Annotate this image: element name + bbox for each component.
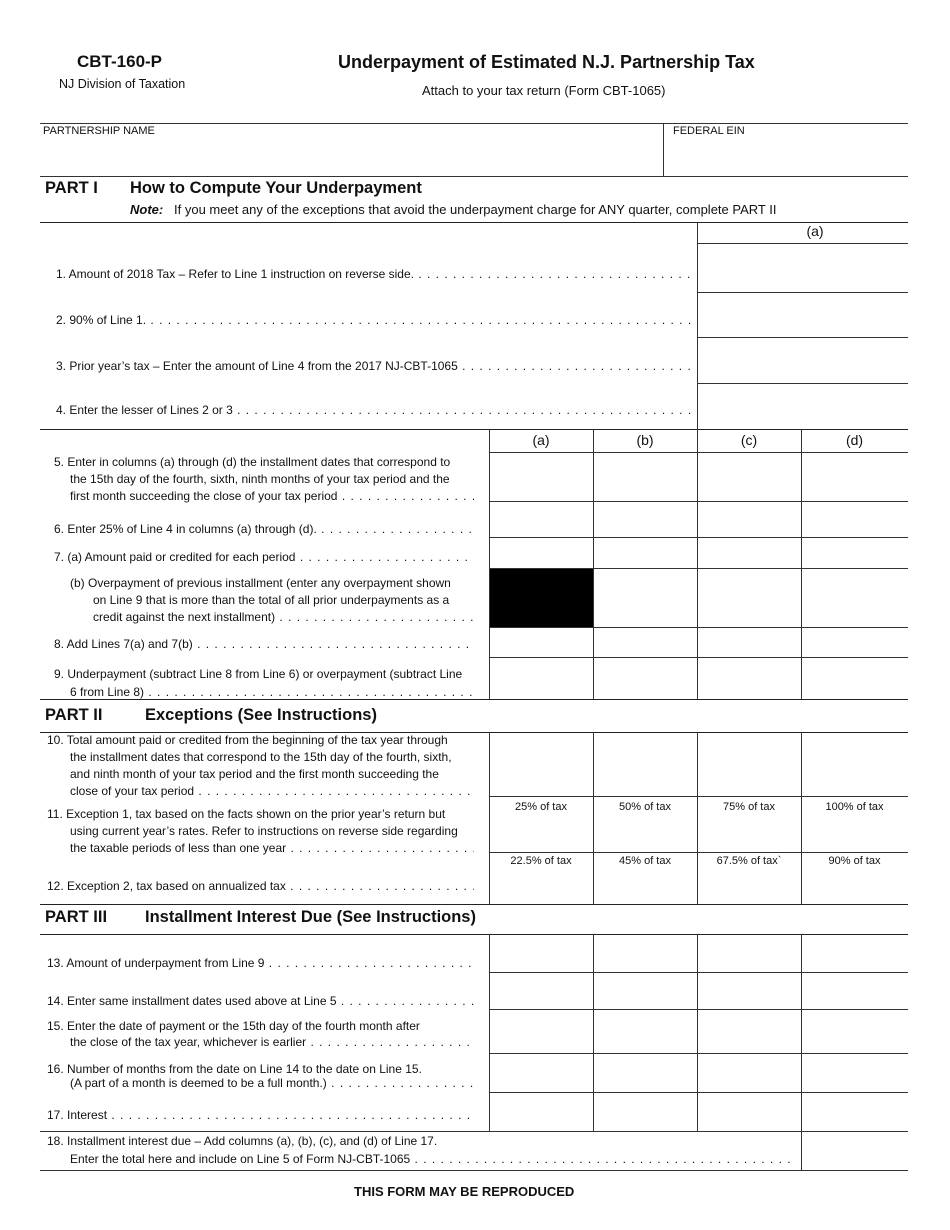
line-10-label-4: close of your tax period . . . [70,783,474,800]
page-subtitle: Attach to your tax return (Form CBT-1065) [422,83,666,98]
part3-title: Installment Interest Due (See Instructions) [145,908,476,926]
line-6-label: 6. Enter 25% of Line 4 in columns (a) through (d). . . . [54,521,474,538]
line-10-label-2: the installment dates that correspond to the 15th day of the fourth, sixth, [70,750,452,764]
line-15-label-2: the close of the tax year, whichever is earlier . . . [70,1034,474,1051]
line-4-input[interactable] [700,386,906,427]
exc1-pct-b: 50% of tax [619,801,671,813]
line-17-label: 17. Interest . . . [47,1107,474,1124]
line-1-input[interactable] [700,246,906,290]
form-id: CBT-160-P [77,52,163,71]
part1-note-text: If you meet any of the exceptions that avoid the underpayment charge for ANY quarter, complete PART II [174,202,777,217]
col-a-header: (a) [532,432,550,448]
line-5-label-3: first month succeeding the close of your tax period . . . [70,488,474,505]
page-title: Underpayment of Estimated N.J. Partnership Tax [338,52,755,72]
exc2-pct-a: 22.5% of tax [510,855,572,867]
exc2-pct-c: 67.5% of tax` [716,855,782,867]
line-11-label-3: the taxable periods of less than one year . . . [70,840,474,857]
line-15-label-1: 15. Enter the date of payment or the 15th day of the fourth month after [47,1019,420,1033]
line-10-label-1: 10. Total amount paid or credited from the beginning of the tax year through [47,733,448,747]
line-1-label: 1. Amount of 2018 Tax – Refer to Line 1 instruction on reverse side. . . . [56,266,696,283]
line-11-label-1: 11. Exception 1, tax based on the facts shown on the prior year’s return but [47,807,446,821]
footer-text: THIS FORM MAY BE REPRODUCED [354,1184,575,1199]
line-7a-label: 7. (a) Amount paid or credited for each period . . . [54,549,474,566]
part1-note-label: Note: [130,202,164,217]
line-3-input[interactable] [700,340,906,381]
col-a-header-top: (a) [806,223,824,239]
line-2-input[interactable] [700,295,906,335]
line-16-label-1: 16. Number of months from the date on Line 14 to the date on Line 15. [47,1062,422,1076]
col-b-header: (b) [636,432,654,448]
exc2-pct-b: 45% of tax [619,855,671,867]
line-5-label-2: the 15th day of the fourth, sixth, ninth months of your tax period and the [70,472,450,486]
federal-ein-label: FEDERAL EIN [673,125,745,137]
line-3-label: 3. Prior year’s tax – Enter the amount of Line 4 from the 2017 NJ-CBT-1065 . . . [56,358,696,375]
line-5-label-1: 5. Enter in columns (a) through (d) the installment dates that correspond to [54,455,451,469]
line-12-label: 12. Exception 2, tax based on annualized tax . . . [47,878,474,895]
exc2-pct-d: 90% of tax [828,855,881,867]
line-10-label-3: and ninth month of your tax period and the first month succeeding the [70,767,439,781]
line-9-label-2: 6 from Line 8) . . . [70,684,474,701]
line-7b-label-1: (b) Overpayment of previous installment (enter any overpayment shown [70,576,451,590]
line-8-label: 8. Add Lines 7(a) and 7(b) . . . [54,636,474,653]
line-7b-label-2: on Line 9 that is more than the total of all prior underpayments as a [93,593,450,607]
line-9-label-1: 9. Underpayment (subtract Line 8 from Line 6) or overpayment (subtract Line [54,667,463,681]
part2-label: PART II [45,706,103,724]
col-d-header: (d) [845,432,864,448]
partnership-name-label: PARTNERSHIP NAME [43,125,155,137]
line-11-label-2: using current year’s rates. Refer to instructions on reverse side regarding [70,824,458,838]
line-7b-label-3: credit against the next installment) . . . [93,609,474,626]
line-7b-col-a-shaded [490,569,593,627]
part1-title: How to Compute Your Underpayment [130,179,422,197]
agency-name: NJ Division of Taxation [59,77,186,91]
line-4-label: 4. Enter the lesser of Lines 2 or 3 . . . [56,402,696,419]
part1-label: PART I [45,179,98,197]
line-16-label-2: (A part of a month is deemed to be a full month.) . . . [70,1075,474,1092]
federal-ein-field[interactable] [666,140,906,174]
line-13-label: 13. Amount of underpayment from Line 9 . . . [47,955,474,972]
part2-title: Exceptions (See Instructions) [145,706,377,724]
part3-label: PART III [45,908,108,926]
line-18-label-1: 18. Installment interest due – Add columns (a), (b), (c), and (d) of Line 17. [47,1134,438,1148]
line-2-label: 2. 90% of Line 1. . . . [56,312,696,329]
exc1-pct-a: 25% of tax [515,801,567,813]
partnership-name-field[interactable] [42,140,660,174]
col-c-header: (c) [740,432,758,448]
line-14-label: 14. Enter same installment dates used above at Line 5 . . . [47,993,474,1010]
exc1-pct-c: 75% of tax [723,801,775,813]
line-18-total-input[interactable] [804,1134,906,1168]
exc1-pct-d: 100% of tax [825,801,884,813]
line-18-label-2: Enter the total here and include on Line 5 of Form NJ-CBT-1065 . . . [70,1151,797,1168]
